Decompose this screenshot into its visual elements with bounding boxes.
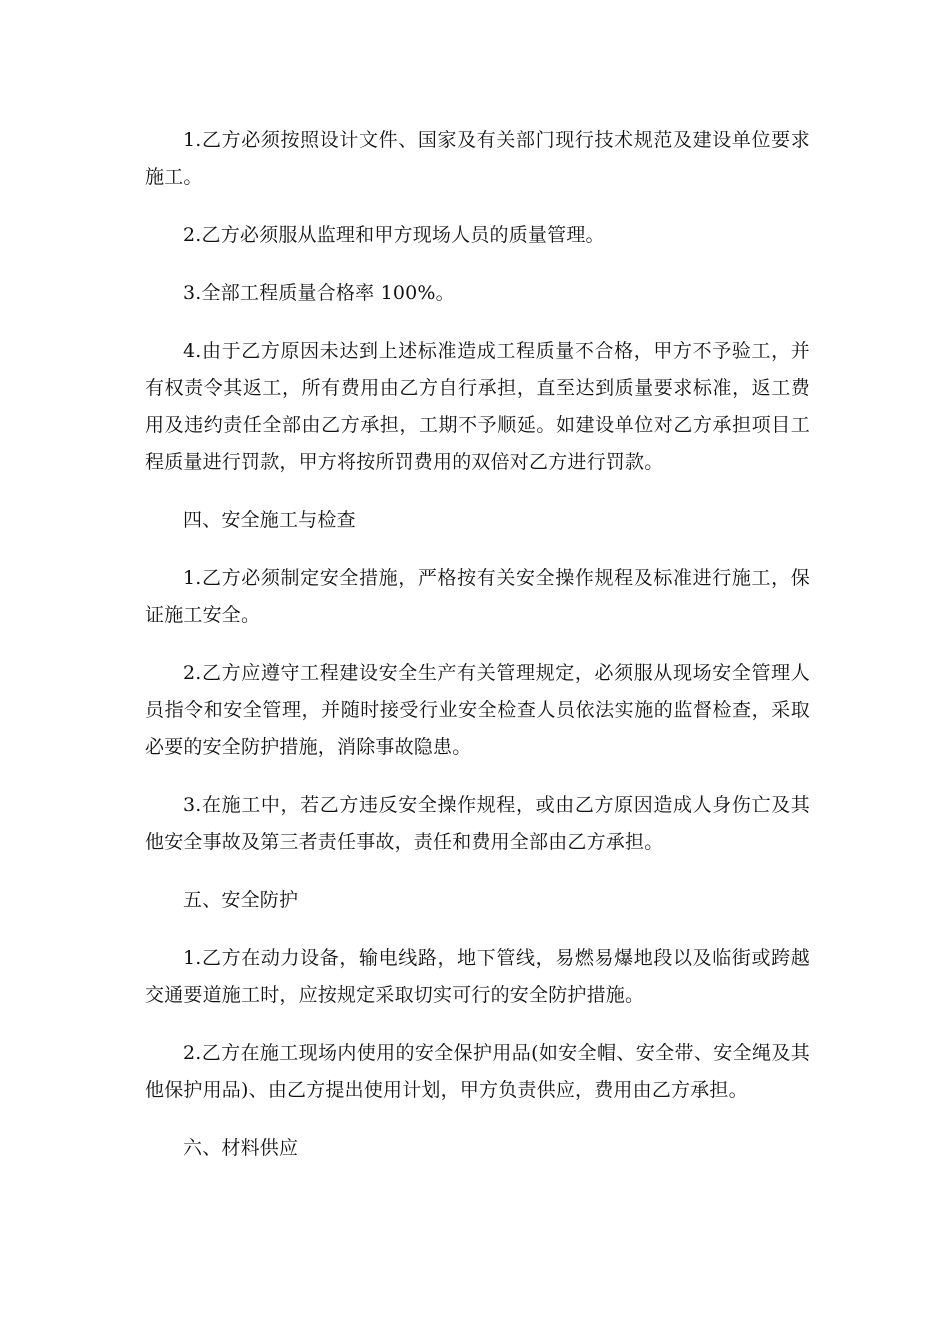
- quality-clause-3: 3.全部工程质量合格率 100%。: [183, 282, 455, 304]
- protection-clause-1: 1.乙方在动力设备，输电线路，地下管线，易燃易爆地段以及临街或跨越交通要道施工时，应按规定采取切实可行的安全防护措施。: [145, 947, 810, 1006]
- section-heading-safety-protection: 五、安全防护: [183, 889, 299, 911]
- safety-clause-1: 1.乙方必须制定安全措施，严格按有关安全操作规程及标准进行施工，保证施工安全。: [145, 567, 810, 626]
- safety-clause-3: 3.在施工中，若乙方违反安全操作规程，或由乙方原因造成人身伤亡及其他安全事故及第三者责任事故，责任和费用全部由乙方承担。: [145, 794, 810, 853]
- quality-clause-2: 2.乙方必须服从监理和甲方现场人员的质量管理。: [183, 224, 605, 246]
- quality-clause-4: 4.由于乙方原因未达到上述标准造成工程质量不合格，甲方不予验工，并有权责令其返工，所有费用由乙方自行承担，直至达到质量要求标准，返工费用及违约责任全部由乙方承担，工期不予顺延。如建设单位对乙方承担项目工程质量进行罚款，甲方将按所罚费用的双倍对乙方进行罚款。: [145, 340, 810, 473]
- quality-clause-1: 1.乙方必须按照设计文件、国家及有关部门现行技术规范及建设单位要求施工。: [145, 129, 810, 188]
- safety-clause-2: 2.乙方应遵守工程建设安全生产有关管理规定，必须服从现场安全管理人员指令和安全管理，并随时接受行业安全检查人员依法实施的监督检查，采取必要的安全防护措施，消除事故隐患。: [145, 662, 810, 758]
- section-heading-material-supply: 六、材料供应: [183, 1137, 299, 1159]
- document-body: [145, 122, 810, 1188]
- protection-clause-2: 2.乙方在施工现场内使用的安全保护用品(如安全帽、安全带、安全绳及其他保护用品)、由乙方提出使用计划，甲方负责供应，费用由乙方承担。: [145, 1042, 810, 1101]
- section-heading-safety-construction: 四、安全施工与检查: [183, 509, 356, 531]
